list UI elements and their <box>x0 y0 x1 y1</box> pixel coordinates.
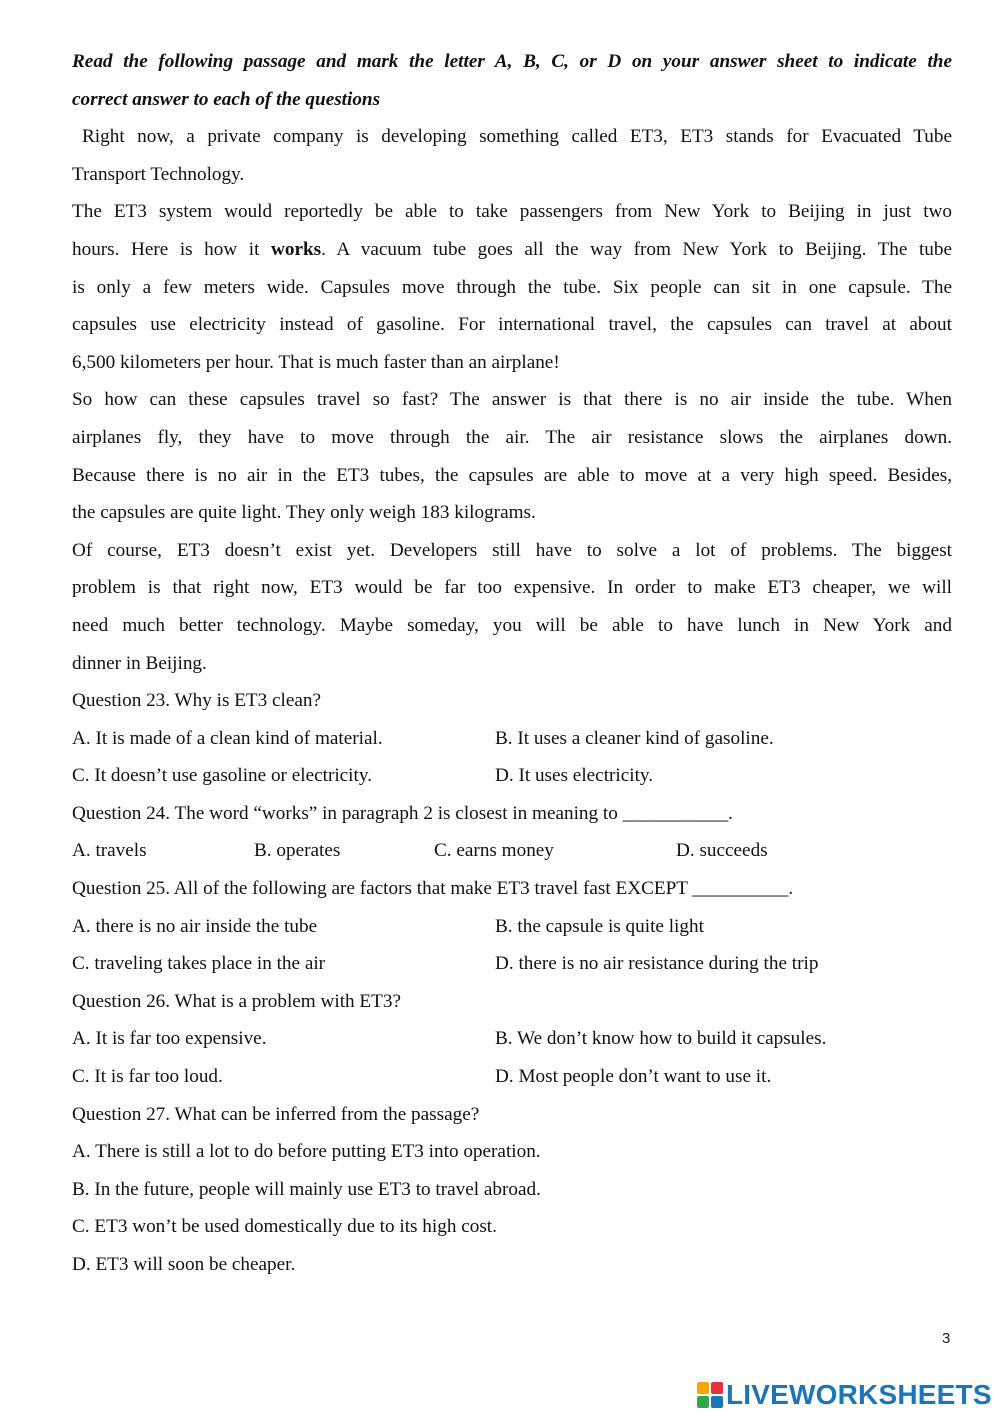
question-25-stem: Question 25. All of the following are factors that make ET3 travel fast EXCEPT __________. <box>72 878 794 900</box>
q24-option-b[interactable]: B. operates <box>254 840 341 862</box>
q26-option-a[interactable]: A. It is far too expensive. <box>72 1028 267 1050</box>
passage-line: is only a few meters wide. Capsules move through the tube. Six people can sit in one capsule. The <box>72 276 952 298</box>
q23-option-c[interactable]: C. It doesn’t use gasoline or electricity. <box>72 765 372 787</box>
q27-option-d[interactable]: D. ET3 will soon be cheaper. <box>72 1254 296 1275</box>
question-25-options-row-2 <box>72 945 952 983</box>
passage-line: The ET3 system would reportedly be able to take passengers from New York to Beijing in just two <box>72 201 952 223</box>
passage-line <box>72 231 952 269</box>
question-26-stem: Question 26. What is a problem with ET3? <box>72 990 401 1012</box>
keyword-works: works <box>271 238 322 260</box>
liveworksheets-logo-icon <box>697 1382 723 1408</box>
q26-option-d[interactable]: D. Most people don’t want to use it. <box>495 1066 772 1088</box>
q27-option-b[interactable]: B. In the future, people will mainly use ET3 to travel abroad. <box>72 1178 541 1200</box>
question-27-stem: Question 27. What can be inferred from the passage? <box>72 1103 480 1125</box>
question-26-options-row-2 <box>72 1058 952 1096</box>
passage-line: need much better technology. Maybe someday, you will be able to have lunch in New York and <box>72 614 952 636</box>
passage-text: . A vacuum tube goes all the way from New York to Beijing. The tube <box>321 238 952 260</box>
q23-option-a[interactable]: A. It is made of a clean kind of material. <box>72 727 383 749</box>
q23-option-b[interactable]: B. It uses a cleaner kind of gasoline. <box>495 727 774 749</box>
q24-option-c[interactable]: C. earns money <box>434 840 554 862</box>
logo-square-blue <box>711 1396 723 1408</box>
passage-line: dinner in Beijing. <box>72 652 207 674</box>
q27-option-c[interactable]: C. ET3 won’t be used domestically due to its high cost. <box>72 1216 497 1238</box>
passage-line: So how can these capsules travel so fast? The answer is that there is no air inside the tube. When <box>72 389 952 411</box>
passage-line: Right now, a private company is developing something called ET3, ET3 stands for Evacuated Tube <box>82 126 952 148</box>
question-23-options-row-2 <box>72 757 952 795</box>
instruction-line-1: Read the following passage and mark the letter A, B, C, or D on your answer sheet to indicate the <box>72 51 952 72</box>
question-23-stem: Question 23. Why is ET3 clean? <box>72 690 322 712</box>
question-24-stem: Question 24. The word “works” in paragraph 2 is closest in meaning to ___________. <box>72 802 733 824</box>
page-number: 3 <box>942 1330 951 1347</box>
logo-square-green <box>697 1396 709 1408</box>
passage-line: Transport Technology. <box>72 163 245 185</box>
passage-line: capsules use electricity instead of gasoline. For international travel, the capsules can travel at about <box>72 314 952 336</box>
passage-line: airplanes fly, they have to move through the air. The air resistance slows the airplanes down. <box>72 426 952 448</box>
passage-line: 6,500 kilometers per hour. That is much faster than an airplane! <box>72 351 560 373</box>
question-26-options-row-1 <box>72 1020 952 1058</box>
passage-line: Of course, ET3 doesn’t exist yet. Developers still have to solve a lot of problems. The biggest <box>72 539 952 561</box>
passage <box>72 118 952 682</box>
q23-option-d[interactable]: D. It uses electricity. <box>495 765 654 787</box>
logo-square-red <box>711 1382 723 1394</box>
passage-line: Because there is no air in the ET3 tubes, the capsules are able to move at a very high speed. Besides, <box>72 464 952 486</box>
q25-option-d[interactable]: D. there is no air resistance during the trip <box>495 953 819 975</box>
question-25-options-row-1 <box>72 908 952 946</box>
q24-option-d[interactable]: D. succeeds <box>676 840 768 862</box>
passage-text: hours. Here is how it <box>72 238 271 260</box>
logo-square-yellow <box>697 1382 709 1394</box>
passage-line: the capsules are quite light. They only weigh 183 kilograms. <box>72 502 536 524</box>
q27-option-a[interactable]: A. There is still a lot to do before putting ET3 into operation. <box>72 1141 541 1163</box>
q25-option-b[interactable]: B. the capsule is quite light <box>495 915 704 937</box>
q24-option-a[interactable]: A. travels <box>72 840 147 862</box>
liveworksheets-logo-text: LIVEWORKSHEETS <box>726 1379 992 1410</box>
question-23-options-row-1 <box>72 720 952 758</box>
question-24-options-row <box>72 832 952 870</box>
liveworksheets-logo[interactable] <box>697 1378 992 1412</box>
q26-option-b[interactable]: B. We don’t know how to build it capsules. <box>495 1028 827 1050</box>
q25-option-a[interactable]: A. there is no air inside the tube <box>72 915 318 937</box>
passage-line: problem is that right now, ET3 would be far too expensive. In order to make ET3 cheaper, we will <box>72 577 952 599</box>
worksheet-page <box>72 43 952 1284</box>
q25-option-c[interactable]: C. traveling takes place in the air <box>72 953 326 975</box>
instruction-line-2: correct answer to each of the questions <box>72 88 381 110</box>
q26-option-c[interactable]: C. It is far too loud. <box>72 1066 223 1088</box>
